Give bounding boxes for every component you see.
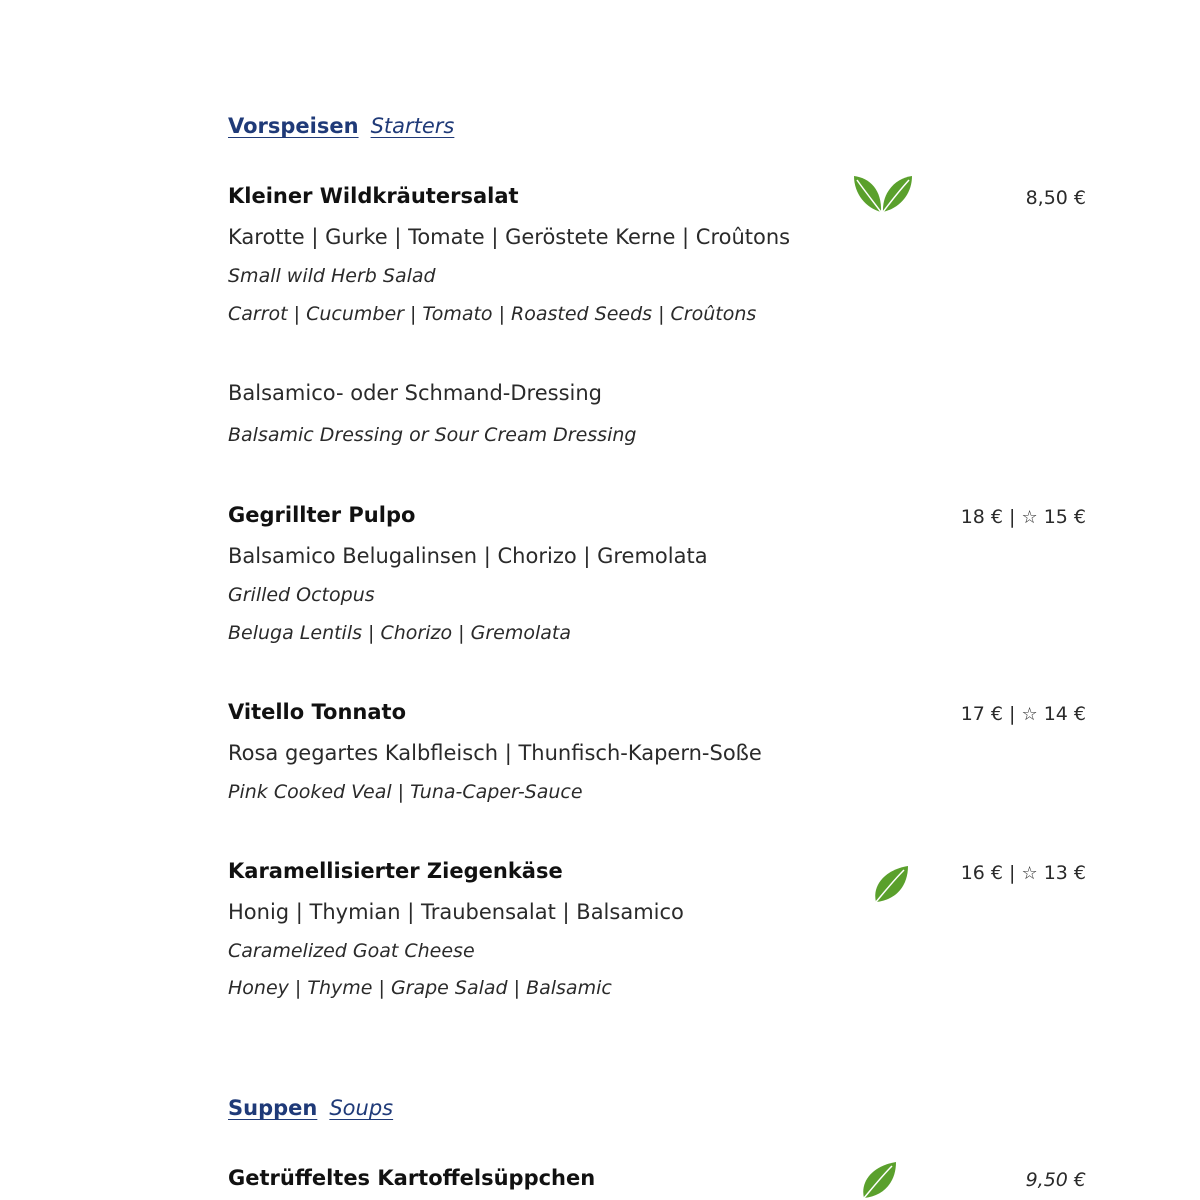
dish-description-en: Carrot | Cucumber | Tomato | Roasted Seeds | Croûtons bbox=[228, 303, 757, 325]
leaf-icon bbox=[860, 1160, 898, 1200]
dish-name-en: Pink Cooked Veal | Tuna-Caper-Sauce bbox=[228, 781, 583, 803]
price-full: 18 € | bbox=[960, 506, 1016, 528]
dish-title: Getrüffeltes Kartoffelsüppchen bbox=[228, 1166, 596, 1190]
price-small: 13 € bbox=[1043, 862, 1086, 884]
price bbox=[961, 862, 1086, 884]
dish-name-en: Small wild Herb Salad bbox=[228, 265, 436, 287]
star-icon: ☆ bbox=[1021, 507, 1038, 528]
dish-description-de: Honig | Thymian | Traubensalat | Balsamico bbox=[228, 900, 684, 924]
dish-description-en: Honey | Thyme | Grape Salad | Balsamic bbox=[228, 977, 612, 999]
dressing-de: Balsamico- oder Schmand-Dressing bbox=[228, 381, 603, 405]
dish-title: Vitello Tonnato bbox=[228, 700, 406, 724]
dressing-en: Balsamic Dressing or Sour Cream Dressing bbox=[228, 424, 637, 446]
price-small: 14 € bbox=[1043, 703, 1086, 725]
section-heading-de: Vorspeisen bbox=[228, 114, 359, 138]
double-leaf-icon bbox=[852, 172, 914, 214]
section-heading-starters bbox=[228, 114, 454, 138]
section-heading-soups bbox=[228, 1096, 393, 1120]
dish-description-de: Rosa gegartes Kalbfleisch | Thunfisch-Kapern-Soße bbox=[228, 741, 762, 765]
dish-title: Gegrillter Pulpo bbox=[228, 503, 416, 527]
price: 8,50 € bbox=[1025, 187, 1086, 209]
dish-description-en: Beluga Lentils | Chorizo | Gremolata bbox=[228, 622, 571, 644]
price-full: 16 € | bbox=[960, 862, 1016, 884]
dish-title: Kleiner Wildkräutersalat bbox=[228, 184, 519, 208]
section-heading-de: Suppen bbox=[228, 1096, 318, 1120]
star-icon: ☆ bbox=[1021, 704, 1038, 725]
price: 9,50 € bbox=[1025, 1169, 1086, 1191]
dish-name-en: Grilled Octopus bbox=[228, 584, 375, 606]
section-heading-en: Starters bbox=[370, 114, 455, 138]
section-heading-en: Soups bbox=[329, 1096, 394, 1120]
star-icon: ☆ bbox=[1021, 863, 1038, 884]
dish-description-de: Karotte | Gurke | Tomate | Geröstete Kerne | Croûtons bbox=[228, 225, 791, 249]
leaf-icon bbox=[872, 864, 910, 904]
price-small: 15 € bbox=[1043, 506, 1086, 528]
dish-name-en: Caramelized Goat Cheese bbox=[228, 940, 475, 962]
dish-description-de: Balsamico Belugalinsen | Chorizo | Gremolata bbox=[228, 544, 708, 568]
dish-title: Karamellisierter Ziegenkäse bbox=[228, 859, 563, 883]
price bbox=[961, 506, 1086, 528]
price-full: 17 € | bbox=[960, 703, 1016, 725]
price bbox=[961, 703, 1086, 725]
